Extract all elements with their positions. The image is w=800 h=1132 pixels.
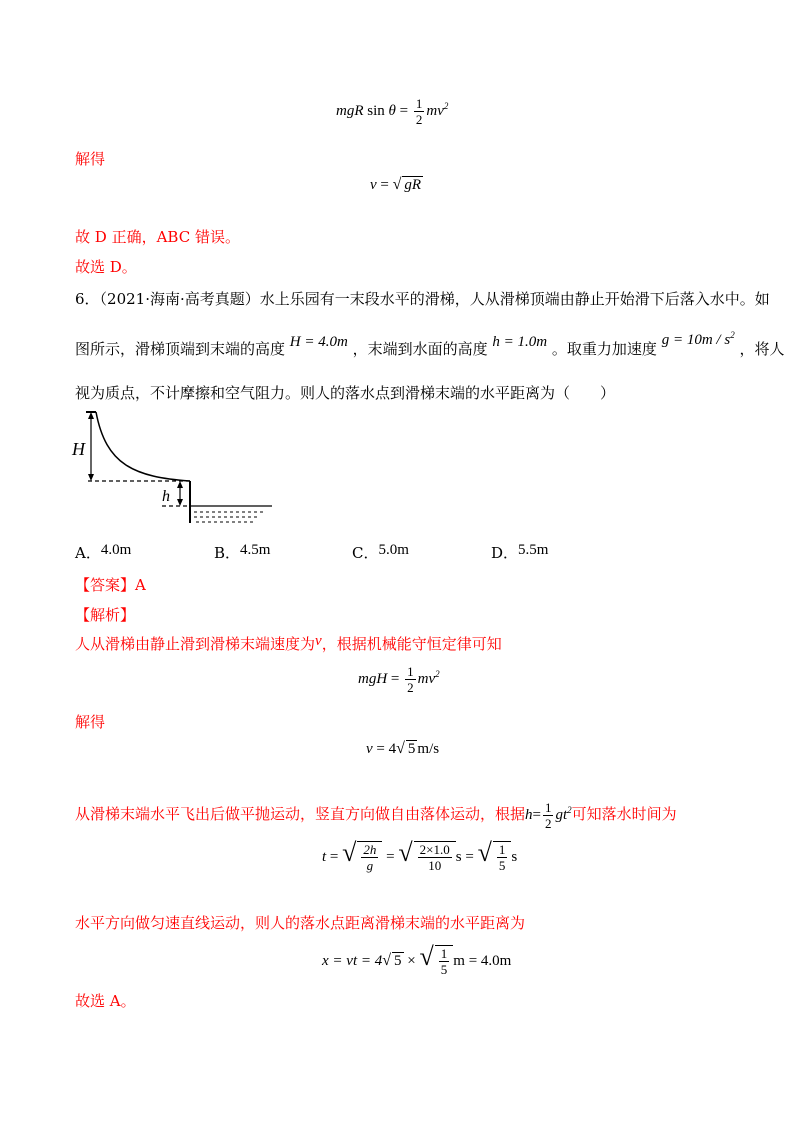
eq1-sin: sin bbox=[367, 102, 385, 119]
sqrt-symbol: √ bbox=[477, 838, 492, 867]
eq1-exp: 2 bbox=[443, 100, 449, 111]
option-d-value: 5.5m bbox=[518, 542, 549, 558]
eq4-unit: m/s bbox=[417, 741, 440, 757]
eq1-theta: θ bbox=[388, 102, 396, 119]
question-text-1: 水上乐园有一末段水平的滑梯，人从滑梯顶端由静止开始滑下后落入水中。如 bbox=[259, 290, 770, 308]
option-d[interactable] bbox=[491, 542, 548, 563]
eq3-fden: 2 bbox=[407, 680, 414, 695]
p2-fden: 2 bbox=[544, 816, 552, 831]
sqrt-symbol: √ bbox=[392, 176, 402, 193]
eq1-equals: = bbox=[399, 102, 409, 119]
eq1-rhs: mv bbox=[426, 102, 444, 119]
analysis-p2-formula bbox=[525, 800, 572, 831]
p2-fnum: 1 bbox=[544, 800, 552, 815]
eq6-x: x bbox=[322, 953, 329, 969]
analysis-p2-a: 从滑梯末端水平飞出后做平抛运动，竖直方向做自由落体运动，根据 bbox=[75, 804, 526, 823]
sqrt-symbol: √ bbox=[398, 838, 413, 867]
sqrt-symbol: √ bbox=[419, 942, 434, 971]
label-jiede-2: 解得 bbox=[75, 713, 106, 731]
sqrt-symbol: √ bbox=[382, 952, 392, 969]
equation-distance bbox=[322, 942, 511, 977]
answer-value: A bbox=[135, 576, 146, 594]
eq3-fraction bbox=[405, 664, 416, 695]
eq5-eq2: = bbox=[386, 849, 395, 865]
question-line-3: 视为质点，不计摩擦和空气阻力。则人的落水点到滑梯末端的水平距离为（ ） bbox=[75, 384, 616, 402]
eq6-tail: m = 4.0m bbox=[453, 953, 512, 969]
option-a[interactable] bbox=[75, 542, 131, 563]
eq1-fden: 2 bbox=[415, 112, 423, 127]
eq5-rad1 bbox=[357, 841, 382, 873]
eq6-fnum: 1 bbox=[440, 946, 448, 962]
analysis-tag: 【解析】 bbox=[75, 606, 136, 624]
eq3-rhs: mv bbox=[417, 670, 436, 687]
analysis-p1-a: 人从滑梯由静止滑到滑梯末端速度为 bbox=[75, 635, 316, 653]
analysis-paragraph-2 bbox=[75, 800, 677, 831]
eq5-rad2 bbox=[414, 841, 456, 873]
option-c-letter: C． bbox=[352, 544, 379, 562]
p2-eq: = bbox=[532, 806, 541, 823]
eq5-r1num: 2h bbox=[363, 842, 377, 858]
eq3-equals: = bbox=[390, 670, 400, 687]
eq5-s2: s bbox=[511, 849, 518, 865]
analysis-p2-b: 可知落水时间为 bbox=[571, 804, 677, 823]
question-source: （2021·海南·高考真题） bbox=[99, 290, 260, 308]
option-b-value: 4.5m bbox=[240, 542, 271, 558]
eq5-s1: s bbox=[455, 849, 462, 865]
equation-time bbox=[322, 838, 517, 873]
question-text-2a: 图所示，滑梯顶端到末端的高度 bbox=[75, 340, 286, 358]
eq3-exp: 2 bbox=[435, 668, 440, 679]
analysis-p1-b: ，根据机械能守恒定律可知 bbox=[321, 635, 502, 653]
eq2-equals: = bbox=[380, 177, 389, 193]
eq5-r1den: g bbox=[366, 858, 374, 874]
eq4-equals: = 4 bbox=[376, 741, 397, 757]
equation-velocity-1 bbox=[370, 176, 423, 194]
option-b-letter: B． bbox=[214, 544, 241, 562]
p2-gt: gt bbox=[555, 806, 568, 823]
option-b[interactable] bbox=[214, 542, 270, 563]
eq5-eq3: = bbox=[465, 849, 474, 865]
analysis-p1-v: v bbox=[315, 633, 322, 649]
option-c[interactable] bbox=[352, 542, 409, 563]
option-d-letter: D． bbox=[491, 544, 519, 562]
sqrt-symbol: √ bbox=[396, 740, 405, 757]
eq6-rad2 bbox=[435, 945, 454, 977]
eq5-r2den: 10 bbox=[428, 858, 442, 874]
option-a-value: 4.0m bbox=[100, 542, 132, 558]
question-line-2 bbox=[75, 330, 785, 359]
eq3-lhs: mgH bbox=[358, 670, 388, 687]
eq6-fden: 5 bbox=[440, 962, 448, 978]
equation-velocity-2 bbox=[366, 740, 439, 758]
eq5-eq1: = bbox=[329, 849, 339, 865]
gravity-exp: 2 bbox=[730, 330, 735, 340]
p2-h: h bbox=[525, 806, 533, 823]
eq5-r3num: 1 bbox=[498, 842, 506, 858]
answer-line bbox=[75, 574, 146, 595]
eq5-frac2 bbox=[418, 842, 452, 873]
question-text-2b: ，末端到水面的高度 bbox=[352, 340, 488, 358]
option-a-letter: A． bbox=[75, 544, 101, 562]
question-number: 6． bbox=[75, 290, 100, 308]
eq5-t: t bbox=[322, 849, 327, 865]
eq3-fnum: 1 bbox=[407, 664, 414, 679]
eq6-times: × bbox=[407, 953, 416, 969]
eq5-r2num: 2×1.0 bbox=[419, 842, 450, 858]
height-h-value: h = 1.0m bbox=[492, 334, 548, 350]
analysis-paragraph-3: 水平方向做匀速直线运动，则人的落水点距离滑梯末端的水平距离为 bbox=[75, 914, 526, 932]
p2-exp: 2 bbox=[567, 804, 572, 815]
eq1-fnum: 1 bbox=[415, 96, 423, 111]
sqrt-symbol: √ bbox=[342, 838, 357, 867]
question-text-2d: ，将人 bbox=[739, 340, 785, 358]
height-H-value: H = 4.0m bbox=[289, 334, 348, 350]
question-text-2c: 。取重力加速度 bbox=[551, 340, 657, 358]
eq5-r3den: 5 bbox=[498, 858, 506, 874]
eq5-frac1 bbox=[361, 842, 378, 873]
gravity-value-text: g = 10m / s bbox=[661, 332, 731, 348]
label-jiede-1: 解得 bbox=[75, 150, 106, 168]
choice-1: 故选 D。 bbox=[75, 258, 137, 276]
eq1-lhs: mgR bbox=[336, 102, 364, 119]
figure-H-label: H bbox=[72, 439, 85, 459]
eq6-frac bbox=[439, 946, 450, 977]
option-c-value: 5.0m bbox=[378, 542, 409, 558]
eq4-radicand: 5 bbox=[407, 741, 416, 757]
slide-diagram bbox=[64, 405, 279, 530]
eq1-fraction bbox=[414, 96, 425, 127]
eq2-lhs: v bbox=[370, 177, 377, 193]
answer-tag: 【答案】 bbox=[75, 576, 136, 594]
equation-energy-1 bbox=[336, 96, 448, 127]
analysis-paragraph-1 bbox=[75, 633, 502, 654]
eq5-frac3 bbox=[497, 842, 508, 873]
gravity-value bbox=[662, 332, 735, 348]
p2-fraction bbox=[543, 800, 554, 831]
final-choice: 故选 A。 bbox=[75, 992, 136, 1010]
question-line-1 bbox=[75, 288, 770, 309]
figure-h-label: h bbox=[162, 488, 170, 505]
eq5-rad3 bbox=[493, 841, 512, 873]
eq4-lhs: v bbox=[366, 741, 373, 757]
conclusion-1: 故 D 正确，ABC 错误。 bbox=[75, 228, 240, 246]
eq6-rad1: 5 bbox=[394, 953, 402, 969]
eq6-vt: = vt = 4 bbox=[332, 953, 383, 969]
equation-energy-2 bbox=[358, 664, 440, 695]
eq2-radicand: gR bbox=[404, 177, 422, 193]
